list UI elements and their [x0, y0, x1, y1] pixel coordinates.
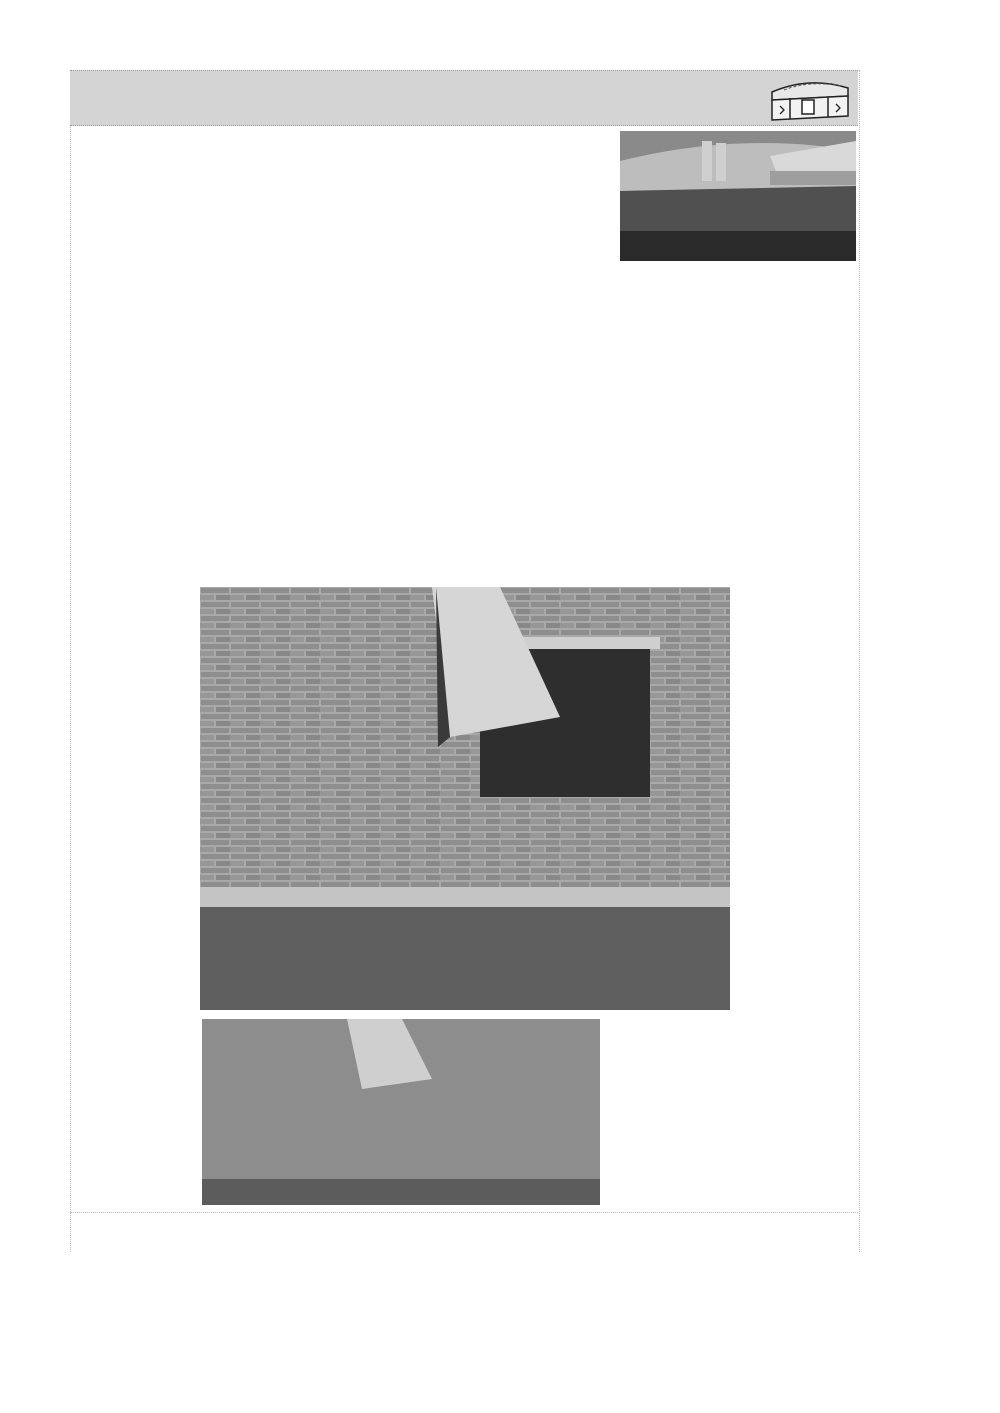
treasure-chest-icon: [764, 74, 854, 122]
footer-divider: [70, 1212, 858, 1213]
numbered-key-photo: [202, 1019, 600, 1205]
schiphol-group-photo: [620, 131, 856, 261]
header-band: [70, 70, 858, 126]
patronaat-group-photo: [200, 587, 730, 1010]
